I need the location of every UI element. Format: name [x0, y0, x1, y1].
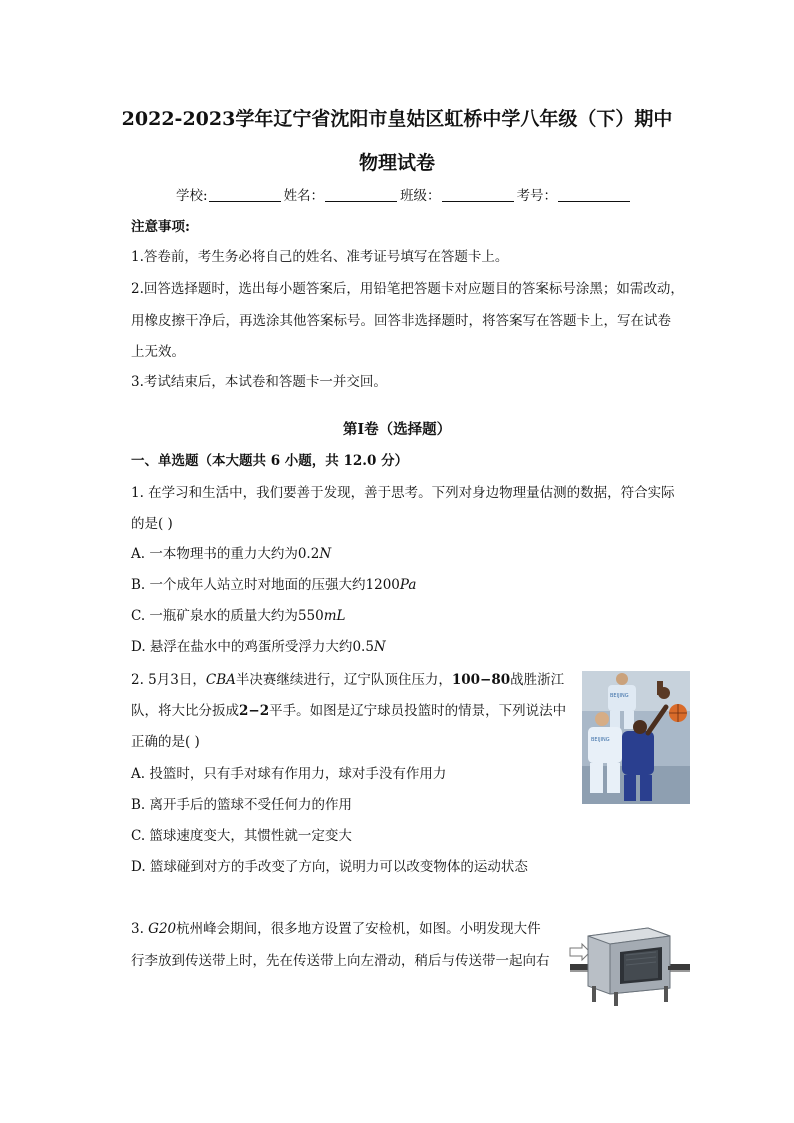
q1-option-a: A. 一本物理书的重力大约为0.2N [131, 546, 332, 562]
section-heading: 一、单选题（本大题共 6 小题，共 12.0 分） [131, 453, 409, 469]
security-scanner-illustration [568, 922, 693, 1007]
q1-stem-line-2: 的是( ) [131, 516, 173, 532]
note-2-line-1: 2.回答选择题时，选出每小题答案后，用铅笔把答题卡对应题目的答案标号涂黑；如需改动， [131, 281, 684, 297]
notes-heading: 注意事项: [131, 219, 190, 235]
class-label: 班级： [400, 188, 441, 204]
part-heading: 第I卷（选择题） [342, 421, 452, 438]
exam-no-label: 考号： [516, 188, 558, 204]
q1-option-d: D. 悬浮在盐水中的鸡蛋所受浮力大约0.5N [131, 639, 386, 655]
q2-option-b: B. 离开手后的篮球不受任何力的作用 [131, 797, 353, 813]
jersey-text-front: BEIJING [591, 737, 610, 743]
class-blank [442, 189, 514, 202]
basketball-photo [582, 671, 690, 804]
exam-subtitle: 物理试卷 [358, 152, 435, 174]
school-label: 学校: [176, 188, 208, 204]
jersey-text-back: BEIJING [610, 693, 629, 699]
student-info-row [176, 187, 633, 205]
q2-stem-line-3: 正确的是( ) [131, 734, 200, 750]
note-1: 1.答卷前，考生务必将自己的姓名、准考证号填写在答题卡上。 [131, 249, 509, 265]
note-2-line-3: 上无效。 [131, 344, 185, 360]
q1-option-b: B. 一个成年人站立时对地面的压强大约1200Pa [131, 577, 417, 593]
exam-no-blank [558, 189, 630, 202]
q2-option-a: A. 投篮时，只有手对球有作用力，球对手没有作用力 [131, 766, 447, 782]
note-2-line-2: 用橡皮擦干净后，再选涂其他答案标号。回答非选择题时，将答案写在答题卡上，写在试卷 [131, 313, 671, 329]
school-blank [209, 189, 281, 202]
q2-option-d: D. 篮球碰到对方的手改变了方向，说明力可以改变物体的运动状态 [131, 859, 528, 875]
q1-option-c: C. 一瓶矿泉水的质量大约为550mL [131, 608, 346, 624]
q3-stem-line-1: 3. G20杭州峰会期间，很多地方设置了安检机，如图。小明发现大件 [131, 921, 541, 937]
q1-stem-line-1: 1. 在学习和生活中，我们要善于发现，善于思考。下列对身边物理量估测的数据，符合实际 [131, 485, 675, 501]
exam-title: 2022-2023学年辽宁省沈阳市皇姑区虹桥中学八年级（下）期中 [121, 108, 673, 130]
q2-stem-line-1: 2. 5月3日，CBA半决赛继续进行，辽宁队顶住压力，100−80战胜浙江 [131, 672, 565, 688]
name-label: 姓名： [283, 188, 325, 204]
q3-stem-line-2: 行李放到传送带上时，先在传送带上向左滑动，稍后与传送带一起向右 [131, 953, 550, 969]
q2-stem-line-2: 队，将大比分扳成2−2平手。如图是辽宁球员投篮时的情景，下列说法中 [131, 703, 567, 719]
note-3: 3.考试结束后，本试卷和答题卡一并交回。 [131, 374, 387, 390]
name-blank [325, 189, 397, 202]
q2-option-c: C. 篮球速度变大，其惯性就一定变大 [131, 828, 352, 844]
